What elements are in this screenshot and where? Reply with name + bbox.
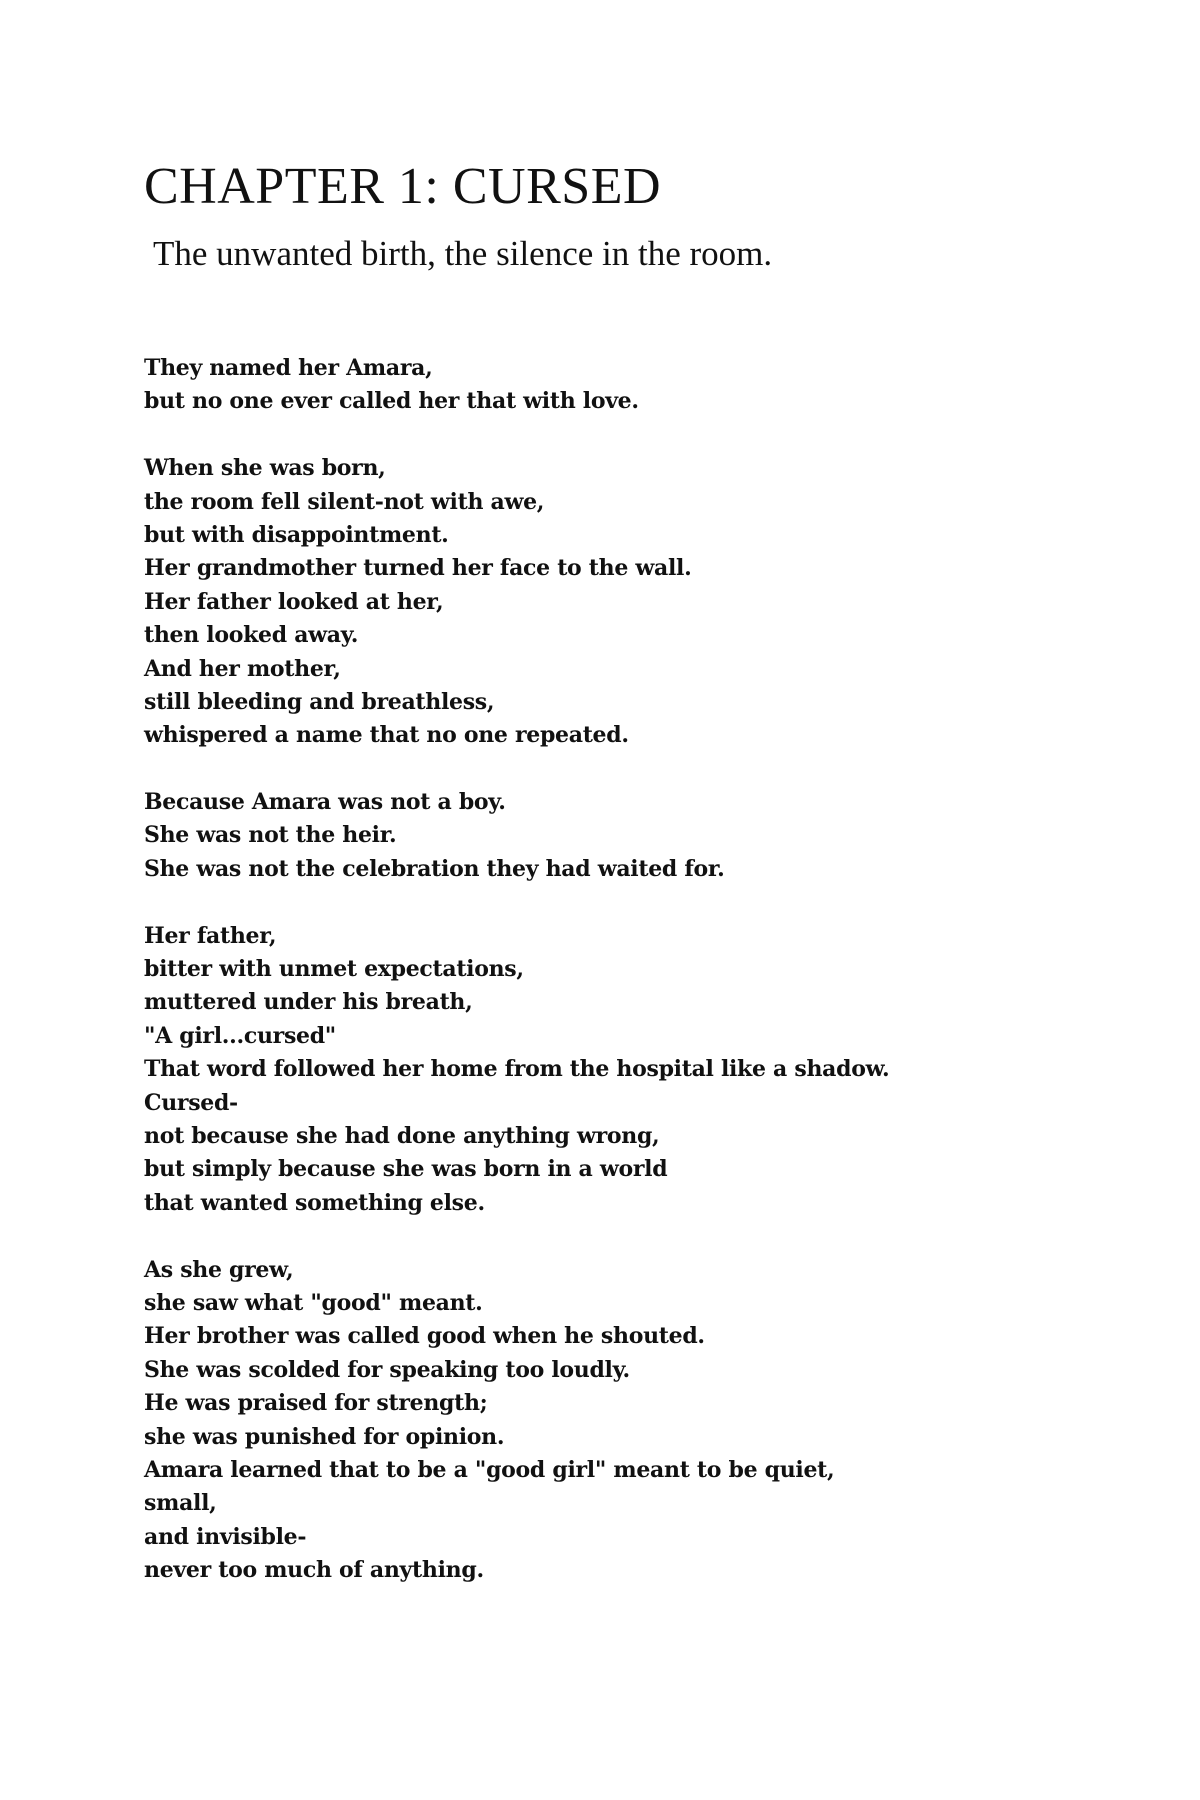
poem-line: Her father,	[144, 922, 277, 949]
poem-line: As she grew,	[144, 1256, 294, 1283]
poem-line: small,	[144, 1490, 217, 1517]
stanza	[144, 452, 1124, 753]
poem-line: And her mother,	[144, 655, 341, 682]
poem-line: bitter with unmet expectations,	[144, 956, 524, 983]
poem-line: then looked away.	[144, 622, 359, 649]
poem-line: She was scolded for speaking too loudly.	[144, 1356, 630, 1383]
poem-line: but no one ever called her that with love.	[144, 388, 639, 415]
poem-line: Her father looked at her,	[144, 588, 444, 615]
poem-line: muttered under his breath,	[144, 989, 473, 1016]
poem-line: whispered a name that no one repeated.	[144, 722, 629, 749]
poem-line: "A girl...cursed"	[144, 1022, 336, 1049]
poem-line: but with disappointment.	[144, 521, 449, 548]
poem-line: They named her Amara,	[144, 355, 433, 381]
poem-line: she was punished for opinion.	[144, 1423, 505, 1450]
poem-line: When she was born,	[144, 455, 386, 482]
stanza	[144, 920, 1124, 1221]
poem-line: the room fell silent-not with awe,	[144, 488, 545, 515]
stanza	[144, 1254, 1124, 1588]
poem-line: still bleeding and breathless,	[144, 688, 495, 715]
poem-line: Her grandmother turned her face to the wall.	[144, 555, 692, 582]
poem-line: He was praised for strength;	[144, 1390, 488, 1417]
chapter-title: CHAPTER 1: CURSED	[144, 158, 662, 215]
poem-line: She was not the heir.	[144, 822, 397, 849]
chapter-subtitle: The unwanted birth, the silence in the room.	[153, 234, 773, 273]
poem-line: Because Amara was not a boy.	[144, 789, 506, 816]
poem-line: That word followed her home from the hospital like a shadow.	[144, 1056, 890, 1083]
stanza	[144, 786, 1124, 886]
poem-line: Cursed-	[144, 1089, 238, 1116]
poem-line: She was not the celebration they had waited for.	[144, 855, 725, 882]
poem-line: Her brother was called good when he shouted.	[144, 1323, 705, 1350]
poem-line: never too much of anything.	[144, 1557, 484, 1584]
poem-line: that wanted something else.	[144, 1189, 485, 1216]
stanza	[144, 352, 1124, 419]
poem-line: and invisible-	[144, 1523, 307, 1550]
chapter-body	[144, 352, 1124, 1621]
poem-line: she saw what "good" meant.	[144, 1289, 483, 1316]
poem-line: Amara learned that to be a "good girl" meant to be quiet,	[144, 1456, 835, 1483]
poem-line: but simply because she was born in a world	[144, 1156, 668, 1183]
poem-line: not because she had done anything wrong,	[144, 1122, 660, 1149]
